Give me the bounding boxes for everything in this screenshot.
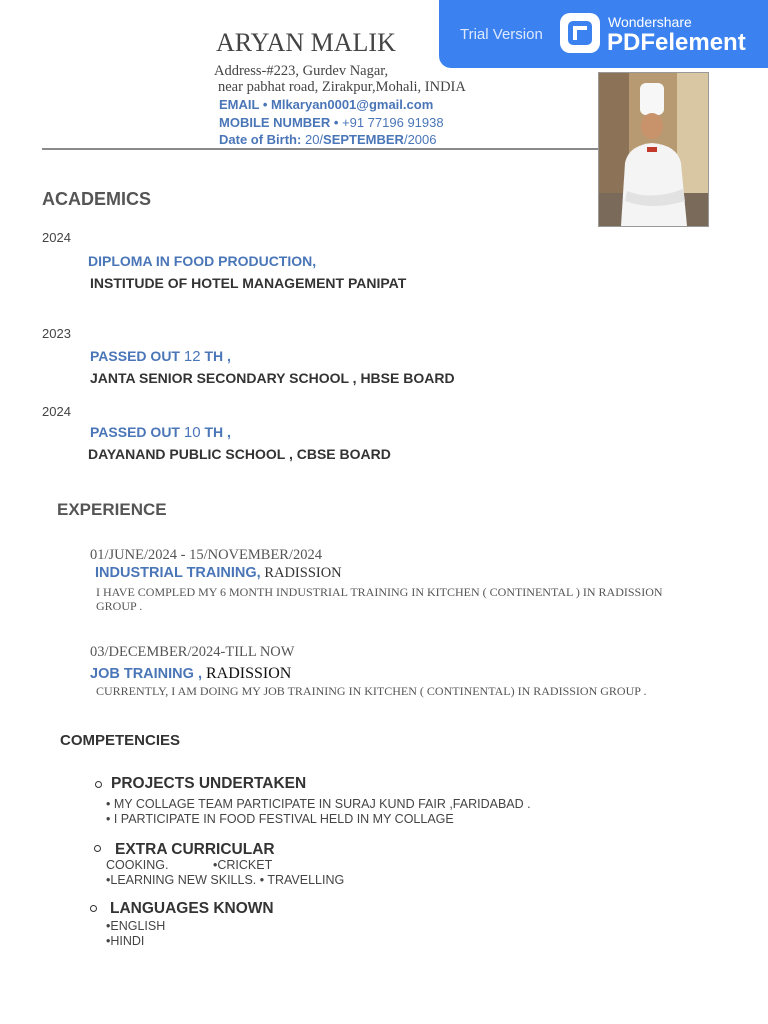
trial-banner[interactable] bbox=[439, 0, 768, 68]
academic-grade-number: 10 bbox=[183, 424, 201, 441]
dob-year: /2006 bbox=[403, 132, 437, 147]
dob-line bbox=[219, 132, 437, 147]
address-line-2: near pabhat road, Zirakpur,Mohali, INDIA bbox=[218, 79, 466, 95]
experience-description: CURRENTLY, I AM DOING MY JOB TRAINING IN KITCHEN ( CONTINENTAL) IN RADISSION GROUP . bbox=[96, 684, 647, 698]
experience-role: INDUSTRIAL TRAINING, bbox=[95, 565, 261, 581]
academic-title bbox=[90, 424, 231, 441]
circle-bullet-icon bbox=[95, 781, 102, 788]
language-item: •HINDI bbox=[106, 934, 145, 948]
languages-title: LANGUAGES KNOWN bbox=[110, 900, 274, 917]
mobile-line bbox=[219, 115, 444, 130]
experience-company: RADISSION bbox=[201, 665, 292, 682]
trial-version-label: Trial Version bbox=[460, 26, 543, 43]
academic-title-text: DIPLOMA IN FOOD PRODUCTION, bbox=[88, 253, 317, 269]
header-divider bbox=[42, 148, 598, 150]
experience-role-line bbox=[95, 565, 342, 582]
academic-year: 2024 bbox=[42, 230, 71, 245]
extra-line-cricket: •CRICKET bbox=[213, 858, 273, 872]
experience-description: GROUP . bbox=[96, 599, 143, 613]
language-item: •ENGLISH bbox=[106, 919, 166, 933]
extra-line-cooking: COOKING. bbox=[106, 858, 169, 872]
mobile-label: MOBILE NUMBER • bbox=[219, 115, 339, 130]
extra-line: •LEARNING NEW SKILLS. • TRAVELLING bbox=[106, 873, 345, 887]
competencies-heading: COMPETENCIES bbox=[60, 732, 181, 749]
email-value[interactable]: Mlkaryan0001@gmail.com bbox=[271, 97, 434, 112]
academic-title-suffix: TH , bbox=[200, 424, 231, 440]
dob-day: 20/ bbox=[304, 132, 324, 147]
dob-month: SEPTEMBER bbox=[323, 132, 404, 147]
projects-title: PROJECTS UNDERTAKEN bbox=[111, 775, 307, 792]
experience-role-line bbox=[90, 665, 291, 683]
academic-school: JANTA SENIOR SECONDARY SCHOOL , HBSE BOARD bbox=[90, 370, 455, 386]
dob-label: Date of Birth: bbox=[219, 132, 302, 147]
project-line: • I PARTICIPATE IN FOOD FESTIVAL HELD IN MY COLLAGE bbox=[106, 812, 454, 826]
email-line bbox=[219, 97, 433, 112]
experience-dates: 01/JUNE/2024 - 15/NOVEMBER/2024 bbox=[90, 547, 322, 563]
academic-year: 2023 bbox=[42, 326, 71, 341]
circle-bullet-icon bbox=[90, 905, 97, 912]
academics-heading: ACADEMICS bbox=[42, 189, 152, 209]
product-name: PDFelement bbox=[607, 29, 746, 56]
academic-title bbox=[88, 253, 316, 269]
address-line-1: Address-#223, Gurdev Nagar, bbox=[214, 63, 389, 79]
candidate-name: ARYAN MALIK bbox=[216, 28, 396, 57]
academic-school: DAYANAND PUBLIC SCHOOL , CBSE BOARD bbox=[88, 446, 391, 462]
experience-role: JOB TRAINING , bbox=[90, 666, 202, 682]
academic-title-text: PASSED OUT bbox=[90, 348, 184, 364]
mobile-value: +91 77196 91938 bbox=[342, 115, 444, 130]
academic-school: INSTITUDE OF HOTEL MANAGEMENT PANIPAT bbox=[90, 275, 407, 291]
email-label: EMAIL • bbox=[219, 97, 268, 112]
pdfelement-logo-icon bbox=[560, 13, 600, 53]
experience-company: RADISSION bbox=[260, 565, 342, 581]
profile-photo bbox=[598, 72, 709, 227]
experience-dates: 03/DECEMBER/2024-TILL NOW bbox=[90, 644, 295, 660]
academic-grade-number: 12 bbox=[183, 348, 201, 365]
experience-description: I HAVE COMPLED MY 6 MONTH INDUSTRIAL TRAINING IN KITCHEN ( CONTINENTAL ) IN RADISSION bbox=[96, 585, 663, 599]
circle-bullet-icon bbox=[94, 845, 101, 852]
project-line: • MY COLLAGE TEAM PARTICIPATE IN SURAJ KUND FAIR ,FARIDABAD . bbox=[106, 797, 531, 811]
academic-title-text: PASSED OUT bbox=[90, 424, 184, 440]
academic-year: 2024 bbox=[42, 404, 71, 419]
extra-curricular-title: EXTRA CURRICULAR bbox=[115, 841, 275, 858]
experience-heading: EXPERIENCE bbox=[57, 500, 167, 519]
brand-name: Wondershare bbox=[608, 14, 692, 30]
academic-title bbox=[90, 348, 231, 365]
academic-title-suffix: TH , bbox=[200, 348, 231, 364]
